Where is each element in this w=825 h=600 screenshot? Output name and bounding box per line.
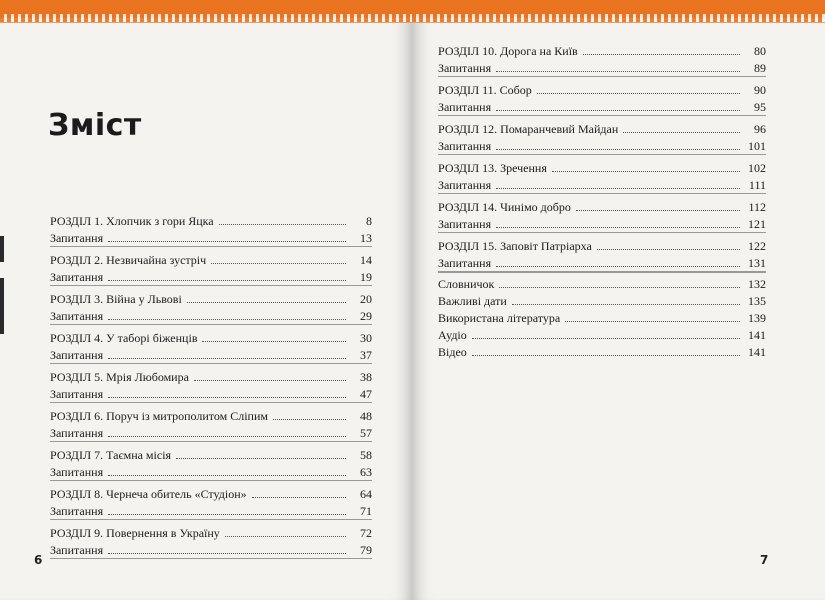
appendix-row-label: Важливі дати [438, 294, 507, 308]
toc-chapter-entry [50, 368, 372, 403]
questions-row [50, 502, 372, 519]
chapter-row-page: 122 [748, 239, 766, 253]
chapter-row-label: РОЗДІЛ 8. Чернеча обитель «Студіон» [50, 487, 247, 501]
entry-divider [438, 76, 766, 77]
questions-row-page: 111 [748, 178, 766, 192]
chapter-row-label: РОЗДІЛ 13. Зречення [438, 161, 547, 175]
dot-leader [623, 132, 740, 133]
chapter-row-label: РОЗДІЛ 6. Поруч із митрополитом Сліпим [50, 409, 268, 423]
dot-leader [202, 341, 346, 342]
appendix-list [438, 272, 766, 360]
questions-row-page: 121 [748, 217, 766, 231]
entry-divider [50, 363, 372, 364]
appendix-row [438, 309, 766, 326]
appendix-row-page: 141 [748, 328, 766, 342]
dot-leader [496, 71, 740, 72]
questions-row-page: 71 [360, 504, 372, 518]
questions-row-label: Запитання [50, 465, 104, 479]
dot-leader [496, 110, 740, 111]
chapter-row-page: 30 [360, 331, 372, 345]
chapter-row [50, 251, 372, 268]
toc-chapter-entry [50, 407, 372, 442]
appendix-row-label: Аудіо [438, 328, 467, 342]
questions-row [50, 307, 372, 324]
appendix-row [438, 292, 766, 309]
dot-leader [211, 263, 346, 264]
toc-chapter-entry [438, 198, 766, 233]
dot-leader [597, 249, 740, 250]
chapter-row-label: РОЗДІЛ 14. Чинімо добро [438, 200, 571, 214]
dot-leader [499, 287, 740, 288]
questions-row-page: 95 [754, 100, 766, 114]
entry-divider [50, 558, 372, 559]
dot-leader [176, 458, 346, 459]
questions-row-page: 89 [754, 61, 766, 75]
chapter-row-label: РОЗДІЛ 2. Незвичайна зустріч [50, 253, 207, 267]
dot-leader [496, 266, 740, 267]
dot-leader [472, 338, 740, 339]
chapter-row [50, 524, 372, 541]
appendix-row-page: 139 [748, 311, 766, 325]
chapter-row-page: 20 [360, 292, 372, 306]
questions-row-page: 37 [360, 348, 372, 362]
chapter-row-label: РОЗДІЛ 15. Заповіт Патріарха [438, 239, 592, 253]
toc-chapter-entry [438, 81, 766, 116]
entry-divider [50, 246, 372, 247]
edge-mark [0, 278, 4, 334]
dot-leader [187, 302, 346, 303]
questions-row-label: Запитання [438, 61, 492, 75]
questions-row [50, 346, 372, 363]
dot-leader [194, 380, 346, 381]
chapter-row [50, 446, 372, 463]
dot-leader [496, 188, 740, 189]
questions-row-label: Запитання [438, 217, 492, 231]
questions-row [50, 268, 372, 285]
dot-leader [576, 210, 740, 211]
toc-chapter-entry [50, 329, 372, 364]
entry-divider [438, 232, 766, 233]
chapter-row-page: 102 [748, 161, 766, 175]
questions-row-page: 29 [360, 309, 372, 323]
chapter-row-label: РОЗДІЛ 1. Хлопчик з гори Яцка [50, 214, 214, 228]
edge-mark [0, 236, 4, 262]
questions-row-label: Запитання [438, 139, 492, 153]
dot-leader [225, 536, 346, 537]
appendix-row-page: 141 [748, 345, 766, 359]
questions-row-page: 79 [360, 543, 372, 557]
chapter-row-page: 72 [360, 526, 372, 540]
chapter-row-label: РОЗДІЛ 7. Таємна місія [50, 448, 172, 462]
chapter-row [438, 42, 766, 59]
questions-row [50, 385, 372, 402]
chapter-row [50, 485, 372, 502]
entry-divider [50, 324, 372, 325]
chapter-row-page: 96 [754, 122, 766, 136]
toc-chapter-entry [50, 446, 372, 481]
questions-row [50, 229, 372, 246]
dot-leader [252, 497, 346, 498]
chapter-row-label: РОЗДІЛ 12. Помаранчевий Майдан [438, 122, 619, 136]
appendix-row-label: Відео [438, 345, 467, 359]
chapter-row [438, 159, 766, 176]
chapter-row [438, 120, 766, 137]
chapter-row-label: РОЗДІЛ 5. Мрія Любомира [50, 370, 189, 384]
page-title: Зміст [48, 108, 142, 143]
questions-row [438, 254, 766, 271]
appendix-row [438, 326, 766, 343]
entry-divider [50, 519, 372, 520]
questions-row-page: 57 [360, 426, 372, 440]
toc-right [438, 42, 766, 276]
questions-row-page: 63 [360, 465, 372, 479]
dot-leader [108, 241, 346, 242]
chapter-row-page: 90 [754, 83, 766, 97]
questions-row-label: Запитання [438, 256, 492, 270]
toc-chapter-entry [438, 120, 766, 155]
entry-divider [438, 193, 766, 194]
left-page [0, 0, 412, 600]
chapter-row-page: 14 [360, 253, 372, 267]
chapter-row [50, 368, 372, 385]
entry-divider [50, 285, 372, 286]
dot-leader [273, 419, 346, 420]
dot-leader [108, 358, 346, 359]
questions-row-label: Запитання [50, 426, 104, 440]
dot-leader [108, 436, 346, 437]
questions-row-label: Запитання [50, 504, 104, 518]
chapter-row-page: 58 [360, 448, 372, 462]
chapter-row [50, 329, 372, 346]
entry-divider [50, 402, 372, 403]
chapter-row-label: РОЗДІЛ 4. У таборі біженців [50, 331, 198, 345]
ornament-border [412, 14, 825, 22]
questions-row [50, 541, 372, 558]
dot-leader [108, 553, 346, 554]
questions-row [438, 98, 766, 115]
entry-divider [50, 441, 372, 442]
toc-chapter-entry [50, 290, 372, 325]
chapter-row [438, 237, 766, 254]
appendix-row-label: Використана література [438, 311, 561, 325]
chapter-row-page: 48 [360, 409, 372, 423]
chapter-row-page: 64 [360, 487, 372, 501]
appendix-row-label: Словничок [438, 277, 495, 291]
toc-chapter-entry [50, 485, 372, 520]
chapter-row [50, 407, 372, 424]
ornament-line [412, 22, 825, 23]
questions-row [50, 424, 372, 441]
dot-leader [512, 304, 740, 305]
questions-row-label: Запитання [50, 309, 104, 323]
questions-row-label: Запитання [50, 231, 104, 245]
dot-leader [472, 355, 740, 356]
entry-divider [438, 115, 766, 116]
entry-divider [50, 480, 372, 481]
chapter-row-label: РОЗДІЛ 11. Собор [438, 83, 532, 97]
chapter-row [50, 290, 372, 307]
chapter-row [50, 212, 372, 229]
dot-leader [108, 514, 346, 515]
toc-chapter-entry [438, 237, 766, 272]
dot-leader [496, 149, 740, 150]
questions-row-page: 131 [748, 256, 766, 270]
chapter-row [438, 81, 766, 98]
appendix-divider [438, 272, 766, 273]
questions-row [438, 215, 766, 232]
toc-chapter-entry [50, 251, 372, 286]
toc-left [50, 212, 372, 563]
dot-leader [108, 280, 346, 281]
dot-leader [583, 54, 740, 55]
chapter-row-label: РОЗДІЛ 3. Війна у Львові [50, 292, 182, 306]
questions-row-label: Запитання [50, 348, 104, 362]
chapter-row-page: 8 [366, 214, 372, 228]
dot-leader [219, 224, 346, 225]
questions-row-label: Запитання [438, 178, 492, 192]
questions-row [50, 463, 372, 480]
dot-leader [108, 397, 346, 398]
questions-row-label: Запитання [438, 100, 492, 114]
toc-chapter-entry [438, 159, 766, 194]
dot-leader [537, 93, 740, 94]
dot-leader [108, 319, 346, 320]
right-page [412, 0, 825, 600]
questions-row [438, 176, 766, 193]
questions-row-label: Запитання [50, 543, 104, 557]
questions-row [438, 137, 766, 154]
dot-leader [108, 475, 346, 476]
toc-chapter-entry [438, 42, 766, 77]
page-number-left: 6 [34, 553, 43, 567]
appendix-row [438, 343, 766, 360]
ornament-border [0, 14, 412, 22]
chapter-row-label: РОЗДІЛ 9. Повернення в Україну [50, 526, 220, 540]
questions-row-label: Запитання [50, 387, 104, 401]
ornament-line [0, 22, 412, 23]
chapter-row-page: 112 [748, 200, 766, 214]
questions-row-page: 19 [360, 270, 372, 284]
entry-divider [438, 154, 766, 155]
appendix-row-page: 135 [748, 294, 766, 308]
chapter-row [438, 198, 766, 215]
questions-row-label: Запитання [50, 270, 104, 284]
questions-row [438, 59, 766, 76]
questions-row-page: 47 [360, 387, 372, 401]
chapter-row-label: РОЗДІЛ 10. Дорога на Київ [438, 44, 578, 58]
appendix-row-page: 132 [748, 277, 766, 291]
toc-chapter-entry [50, 524, 372, 559]
toc-chapter-entry [50, 212, 372, 247]
page-number-right: 7 [760, 553, 769, 567]
dot-leader [496, 227, 740, 228]
appendix-row [438, 275, 766, 292]
questions-row-page: 13 [360, 231, 372, 245]
dot-leader [565, 321, 740, 322]
chapter-row-page: 38 [360, 370, 372, 384]
chapter-row-page: 80 [754, 44, 766, 58]
questions-row-page: 101 [748, 139, 766, 153]
dot-leader [552, 171, 740, 172]
